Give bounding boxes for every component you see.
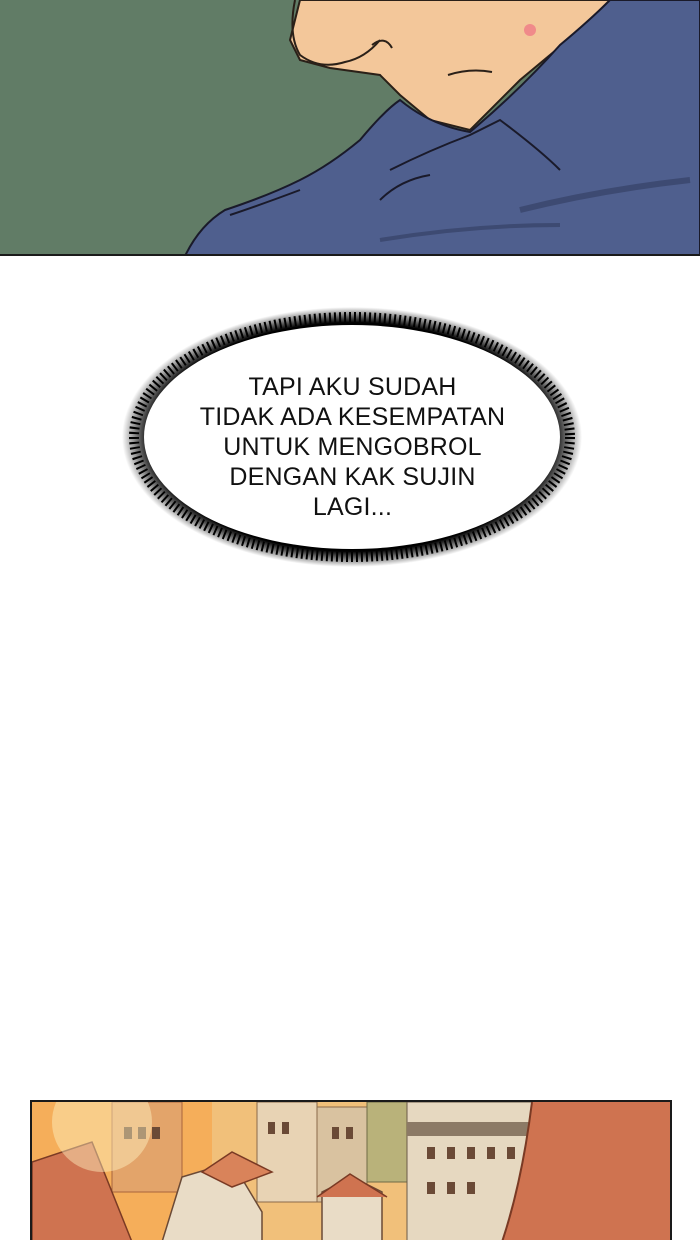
speech-line: TIDAK ADA KESEMPATAN bbox=[199, 403, 506, 431]
speech-bubble-text bbox=[195, 372, 510, 522]
town-sunset-illustration bbox=[32, 1102, 670, 1240]
character-closeup-illustration bbox=[0, 0, 700, 256]
speech-line: UNTUK MENGOBROL bbox=[223, 433, 482, 461]
speech-line: LAGI... bbox=[312, 493, 393, 521]
comic-panel-bottom bbox=[30, 1100, 672, 1240]
comic-panel-top bbox=[0, 0, 700, 256]
speech-line: DENGAN KAK SUJIN bbox=[229, 463, 476, 491]
speech-line: TAPI AKU SUDAH bbox=[248, 373, 457, 401]
